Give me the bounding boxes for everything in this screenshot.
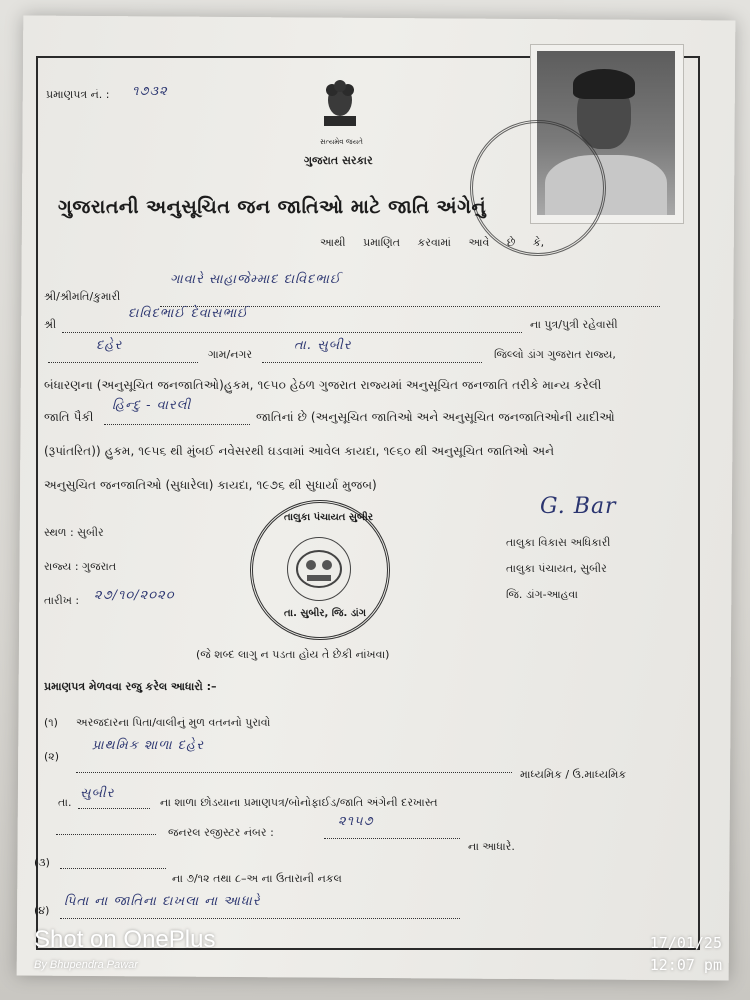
basis-item-2-suffix: માધ્યમિક / ઉ.માધ્યમિક	[520, 768, 627, 781]
body-line-3: (રૂપાંતરિત)) હુકમ, ૧૯૫૬ થી મુંબઈ નવેસરથી ઘડવામાં આવેલ કાયદા, ૧૯૬૦ થી અનુસૂચિત જાતિઓ અને	[44, 444, 555, 458]
basis-item-2b-suffix: ના શાળા છોડયાના પ્રમાણપત્ર/બોનોફાઈડ/જાતિ અંગેની દરખાસ્ત	[160, 796, 438, 809]
village-label: ગામ/નગર	[208, 348, 253, 361]
basis-item-4-value: પિતા ના જાતિના દાખલા ના આધારે	[64, 894, 261, 909]
basis-item-3: ના ૭/૧૨ તથા ૮–અ ના ઉતારાની નકલ	[172, 872, 342, 885]
date-value: ૨૭/૧૦/૨૦૨૦	[94, 588, 175, 603]
strike-note: (જે શબ્દ લાગુ ન પડતા હોય તે છેકી નાંખવા)	[196, 648, 390, 661]
caste-prefix: જાતિ પૈકી	[44, 410, 94, 424]
district-text: જિલ્લો ડાંગ ગુજરાત રાજ્ય,	[494, 348, 616, 361]
body-line-4: અનુસુચિત જનજાતિઓ (સુધારેલા) કાયદા, ૧૯૭૬ થી સુધાર્યા મુજબ)	[44, 478, 377, 492]
father-name: દાવિદભાઈ દેવાસભાઈ	[128, 306, 249, 321]
officer-signature: G. Bar	[540, 494, 617, 519]
seal-emblem-icon	[293, 545, 345, 591]
ashoka-emblem-icon	[318, 76, 362, 136]
basis-heading: પ્રમાણપત્ર મેળવવા રજુ કરેલ આધારો :–	[44, 680, 217, 693]
body-line-1: બંધારણના (અનુસૂચિત જનજાતિઓ)હુકમ, ૧૯૫૦ હેઠળ ગુજરાત રાજ્યમાં અનુસૂચિત જનજાતિ તરીકે માન્ય કરેલી	[44, 378, 602, 392]
certificate-title: ગુજરાતની અનુસૂચિત જન જાતિઓ માટે જાતિ અંગેનું	[58, 196, 487, 218]
emblem-motto: સત્યમેવ જયતે	[320, 138, 363, 146]
place-line: સ્થળ : સુબીર	[44, 526, 104, 539]
basis-item-3-number: (૩)	[34, 856, 50, 869]
village-underline	[48, 346, 198, 363]
basis-item-1: અરજદારના પિતા/વાલીનું મુળ વતનનો પુરાવો	[76, 716, 271, 729]
camera-watermark-brand: Shot on OnePlus	[34, 926, 216, 953]
basis-item-2b-prefix: તા.	[58, 796, 72, 809]
officer-office: તાલુકા પંચાયત, સુબીર	[506, 562, 607, 575]
village-value: દહેર	[96, 338, 123, 353]
register-prefix-underline	[56, 820, 156, 835]
basis-item-2b-value: સુબીર	[80, 786, 115, 801]
certificate-number-label: પ્રમાણપત્ર નં. :	[46, 88, 110, 101]
name-underline	[160, 290, 660, 307]
seal-bottom-text: તા. સુબીર, જિ. ડાંગ	[284, 608, 367, 619]
father-prefix: શ્રી	[44, 318, 57, 331]
body-line-2: જાતિનાં છે (અનુસૂચિત જાતિઓ અને અનુસૂચિત જનજાતિઓની યાદીઓ	[256, 410, 615, 424]
name-prefix: શ્રી/શ્રીમતિ/કુમારી	[44, 290, 121, 303]
camera-watermark-author: By Bhupendra Pawar	[34, 959, 138, 971]
applicant-name: ગાવારે સાહાજેમ્માદ દાવિદભાઈ	[170, 272, 341, 287]
basis-item-3-underline	[60, 852, 166, 869]
taluka-value: તા. સુબીર	[294, 338, 352, 353]
basis-item-2-underline	[76, 756, 512, 773]
father-suffix: ના પુત્ર/પુત્રી રહેવાસી	[530, 318, 618, 331]
officer-title: તાલુકા વિકાસ અધિકારી	[506, 536, 611, 549]
register-label: જનરલ રજીસ્ટર નંબર :	[168, 826, 274, 839]
seal-top-text: તાલુકા પંચાયત સુબીર	[284, 512, 374, 523]
caste-value: હિન્દુ - વારલી	[112, 398, 192, 413]
basis-item-4-number: (૪)	[34, 904, 50, 917]
officer-district: જિ. ડાંગ-આહવા	[506, 588, 578, 601]
certify-line: આથી પ્રમાણિત કરવામાં આવે છે કે,	[320, 236, 545, 249]
register-suffix: ના આધારે.	[468, 840, 515, 853]
camera-watermark-datetime	[650, 932, 722, 976]
camera-time: 12:07 pm	[649, 956, 722, 974]
government-name: ગુજરાત સરકાર	[304, 154, 373, 167]
register-number: ૨૧૫૭	[338, 814, 374, 829]
basis-item-2-value: પ્રાથમિક શાળા દહેર	[92, 738, 204, 753]
basis-item-1-number: (૧)	[44, 716, 58, 729]
camera-date: 17/01/25	[649, 934, 722, 952]
certificate-number-value: ૧૭૩૨	[132, 84, 168, 99]
basis-item-2-number: (૨)	[44, 750, 60, 763]
date-label: તારીખ :	[44, 594, 80, 607]
state-line: રાજ્ય : ગુજરાત	[44, 560, 117, 573]
